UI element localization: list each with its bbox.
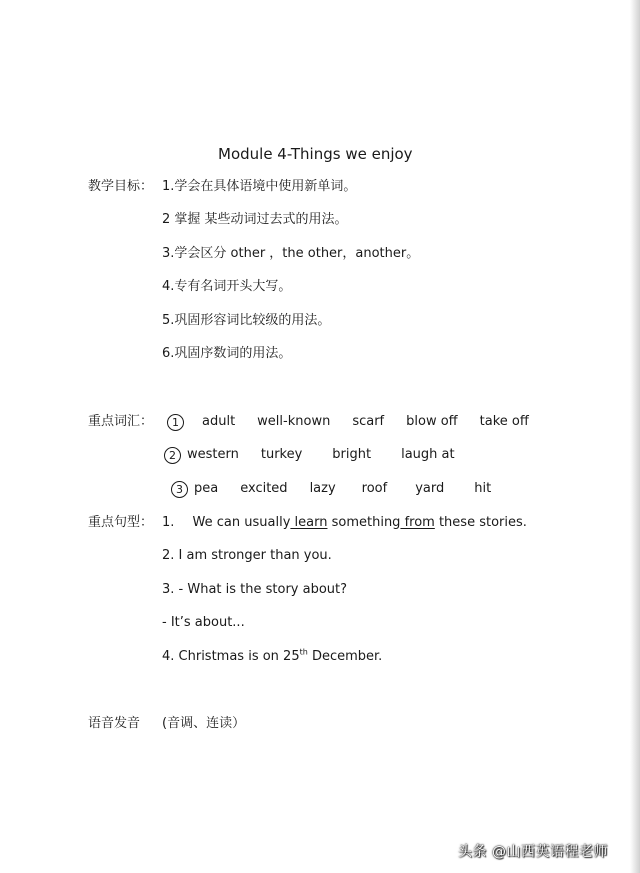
sentence-text: December.: [307, 649, 383, 664]
sentence-4: [162, 648, 382, 666]
pronunciation-label: 语音发音: [88, 716, 141, 731]
vocab-word: scarf: [352, 414, 385, 429]
objective-item: 3.学会区分 other ，the other，another。: [162, 246, 420, 261]
vocab-word: well-known: [257, 414, 331, 429]
page-edge-shadow: [630, 0, 640, 873]
sentence-text: We can usually: [192, 515, 291, 530]
sentences-label: 重点句型：: [88, 515, 154, 530]
vocab-group-3: [171, 480, 491, 498]
sentence-2: 2. I am stronger than you.: [162, 548, 332, 563]
objective-item: 6.巩固序数词的用法。: [162, 346, 292, 361]
source-watermark: 头条 @山西英语程老师: [458, 844, 608, 860]
circled-number-marker: 1: [167, 414, 184, 431]
sentence-number: 1.: [162, 515, 175, 530]
objective-item: 4.专有名词开头大写。: [162, 279, 292, 294]
vocab-word: pea: [194, 481, 219, 496]
vocab-word: lazy: [309, 481, 336, 496]
sentence-text: these stories.: [434, 515, 527, 530]
vocab-group-1: [167, 413, 529, 431]
vocab-word: turkey: [260, 447, 303, 462]
vocab-word: bright: [332, 447, 372, 462]
vocab-word: laugh at: [401, 447, 455, 462]
circled-number-marker: 2: [164, 447, 181, 464]
vocab-word: excited: [240, 481, 288, 496]
underlined-word: learn: [290, 515, 328, 530]
vocab-group-2: [164, 446, 455, 464]
sentence-3: 3. - What is the story about?: [162, 582, 348, 597]
page-title: Module 4-Things we enjoy: [218, 145, 413, 163]
objective-item: 2 掌握 某些动词过去式的用法。: [162, 212, 348, 227]
pronunciation-text: (音调、连读）: [162, 716, 246, 731]
sentence-text: something: [327, 515, 401, 530]
vocab-word: yard: [415, 481, 445, 496]
objective-item: 5.巩固形容词比较级的用法。: [162, 313, 331, 328]
underlined-word: from: [400, 515, 435, 530]
sentence-1: [162, 514, 527, 532]
circled-number-marker: 3: [171, 481, 188, 498]
vocabulary-label: 重点词汇：: [88, 414, 154, 429]
sentence-text: 4. Christmas is on 25: [162, 649, 300, 664]
vocab-word: roof: [361, 481, 388, 496]
objectives-label: 教学目标：: [88, 179, 154, 194]
sentence-3-answer: - It’s about...: [162, 615, 245, 630]
vocab-word: hit: [474, 481, 492, 496]
vocab-word: blow off: [406, 414, 458, 429]
objective-item: 1.学会在具体语境中使用新单词。: [162, 179, 357, 194]
vocab-word: western: [187, 447, 239, 462]
ordinal-suffix: th: [299, 647, 308, 657]
vocab-word: adult: [202, 414, 236, 429]
vocab-word: take off: [479, 414, 529, 429]
